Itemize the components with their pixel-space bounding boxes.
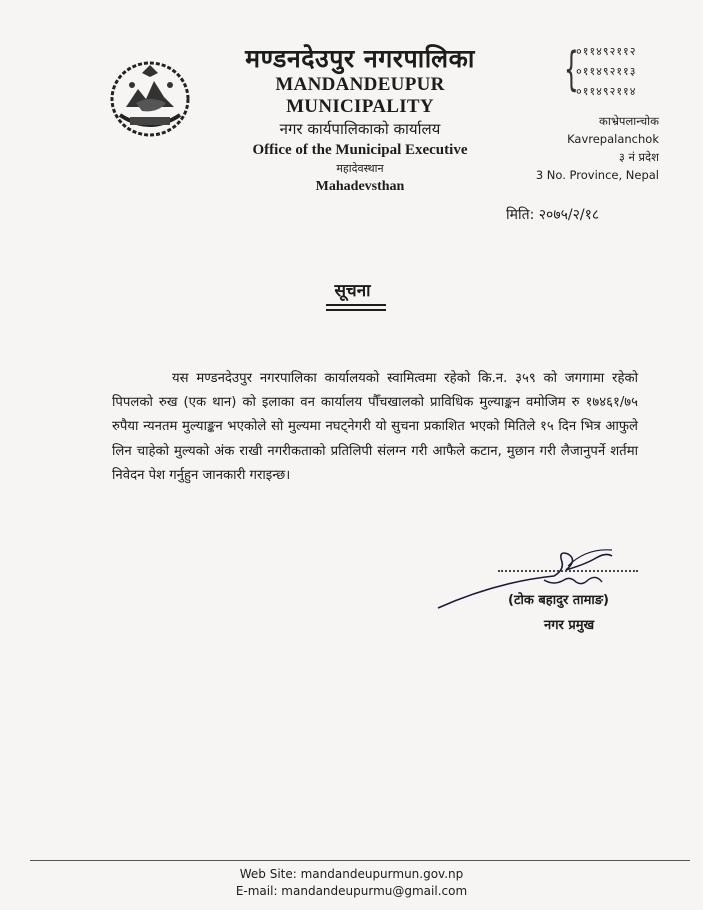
- province-np: ३ नं प्रदेश: [618, 150, 659, 164]
- province-en: 3 No. Province, Nepal: [535, 168, 659, 182]
- office-name-np: नगर कार्यपालिकाको कार्यालय: [279, 120, 441, 138]
- letter-date: मिति: २०७५/२/१८: [506, 207, 600, 223]
- header-block: [200, 44, 520, 196]
- office-name-en: Office of the Municipal Executive: [252, 142, 468, 158]
- municipality-name-np: मण्डनदेउपुर नगरपालिका: [245, 44, 475, 73]
- title-underline: [326, 304, 386, 314]
- footer-website: Web Site: mandandeupurmun.gov.np: [239, 867, 464, 881]
- phone-number: ०११४९२११४: [576, 85, 637, 98]
- district-np: काभ्रेपलान्चोक: [599, 114, 659, 128]
- footer-block: [0, 866, 703, 900]
- place-name-en: Mahadevsthan: [315, 179, 405, 194]
- footer-email: E-mail: mandandeupurmu@gmail.com: [235, 884, 468, 898]
- address-block: [536, 112, 659, 184]
- phone-number: ०११४९२११३: [576, 65, 637, 78]
- footer-divider: [30, 860, 690, 861]
- signer-name: (टोक बहादुर तामाङ): [508, 593, 609, 608]
- signature-line: [498, 570, 638, 572]
- phone-number: ०११४९२११२: [576, 45, 637, 58]
- municipality-name-en: MANDANDEUPUR MUNICIPALITY: [275, 74, 445, 117]
- notice-title: सूचना: [334, 281, 371, 301]
- district-en: Kavrepalanchok: [567, 132, 659, 146]
- signer-title: नगर प्रमुख: [544, 618, 595, 633]
- notice-body: यस मण्डनदेउपुर नगरपालिका कार्यालयको स्वामित्वमा रहेको कि.न. ३५९ को जगगामा रहेको पिपलको रुख (एक थान) को इलाका वन कार्यालय पौँचखालको प्राविधिक मुल्याङ्कन वमोजिम रु १७४६१/७५ रुपैया न्यनतम मुल्याङ्कन भएकोले सो मुल्यमा नघट्नेगरी यो सुचना प्रकाशित भएको मितिले १५ दिन भित्र आफुले लिन चाहेको मुल्यको अंक राखी नगरीकताको प्रतिलिपी संलग्न गरी आफैले कटान, मुछान गरी लैजानुपर्ने शर्तमा निवेदन पेश गर्नुहुन जानकारी गराइन्छ।: [112, 371, 638, 483]
- brace-icon: {: [564, 42, 579, 96]
- nepal-emblem-icon: [108, 55, 192, 139]
- place-name-np: महादेवस्थान: [336, 162, 384, 175]
